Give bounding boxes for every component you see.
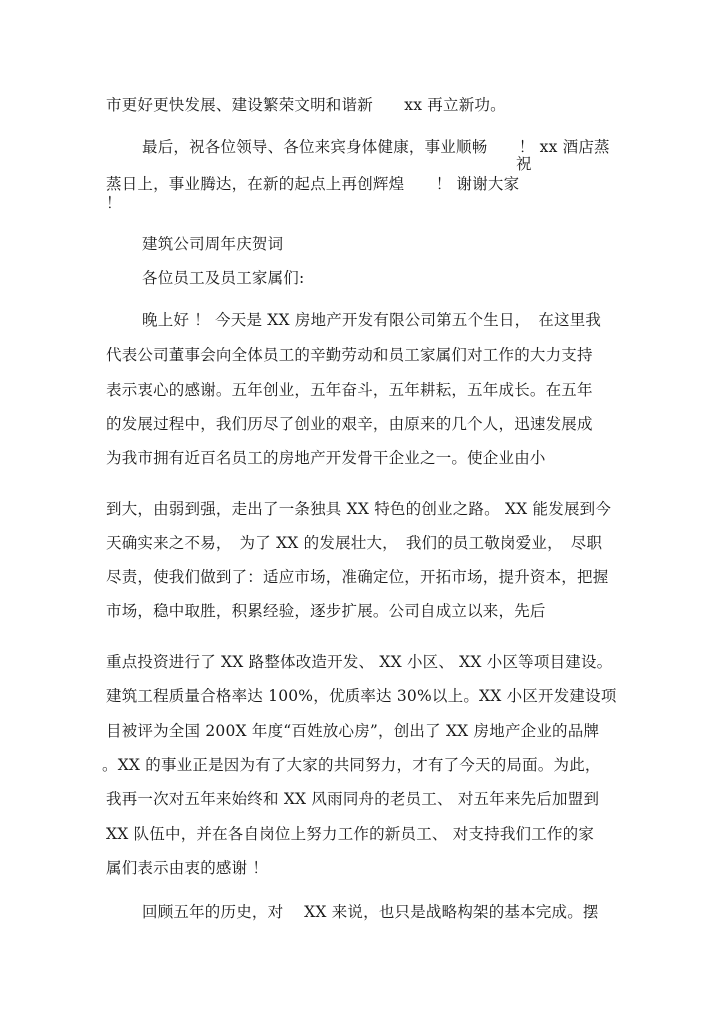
text-line: 属们表示由衷的感谢 ！ [106,859,269,877]
text-line: 尽责，使我们做到了：适应市场，准确定位，开拓市场，提升资本，把握 [106,568,609,586]
text-line: 为我市拥有近百名员工的房地产开发骨干企业之一。使企业由小 [106,449,546,467]
text-line: 晚上好 ！ 今天是 XX 房地产开发有限公司第五个生日， 在这里我 [142,311,602,329]
text-line: 代表公司董事会向全体员工的辛勤劳动和员工家属们对工作的大力支持 [106,346,593,364]
text-line: 蒸日上，事业腾达，在新的起点上再创辉煌 ！ 谢谢大家 [106,175,520,193]
text-line: 目被评为全国 200X 年度“百姓放心房”，创出了 XX 房地产企业的品牌 [106,722,600,740]
text-line: 我再一次对五年来始终和 XX 风雨同舟的老员工、 对五年来先后加盟到 [106,790,600,808]
text-line: XX 队伍中，并在各自岗位上努力工作的新员工、 对支持我们工作的家 [106,825,595,843]
text-line: 市更好更快发展、建设繁荣文明和谐新 xx 再立新功。 [106,96,506,114]
text-line: 。XX 的事业正是因为有了大家的共同努力，才有了今天的局面。为此， [102,756,601,774]
text-line: 表示衷心的感谢。五年创业，五年奋斗，五年耕耘，五年成长。在五年 [106,381,593,399]
section-title: 建筑公司周年庆贺词 [142,235,284,253]
text-line: 最后，祝各位领导、各位来宾身体健康，事业顺畅 ！ xx 酒店蒸 [142,138,610,156]
text-line: 到大，由弱到强，走出了一条独具 XX 特色的创业之路。 XX 能发展到今 [106,500,612,518]
text-line: 建筑工程质量合格率达 100%，优质率达 30%以上。XX 小区开发建设项 [106,687,617,705]
text-line: 回顾五年的历史，对 XX 来说，也只是战略构架的基本完成。摆 [142,903,599,921]
text-line: 的发展过程中，我们历尽了创业的艰辛，由原来的几个人，迅速发展成 [106,415,593,433]
text-line: ！ [106,194,122,212]
text-line: 天确实来之不易， 为了 XX 的发展壮大， 我们的员工敬岗爱业， 尽职 [106,534,603,552]
salutation: 各位员工及员工家属们: [142,269,305,287]
text-line: 祝 [516,155,532,173]
text-line: 市场，稳中取胜，积累经验，逐步扩展。公司自成立以来，先后 [106,602,546,620]
text-line: 重点投资进行了 XX 路整体改造开发、 XX 小区、 XX 小区等项目建设。 [106,653,613,671]
